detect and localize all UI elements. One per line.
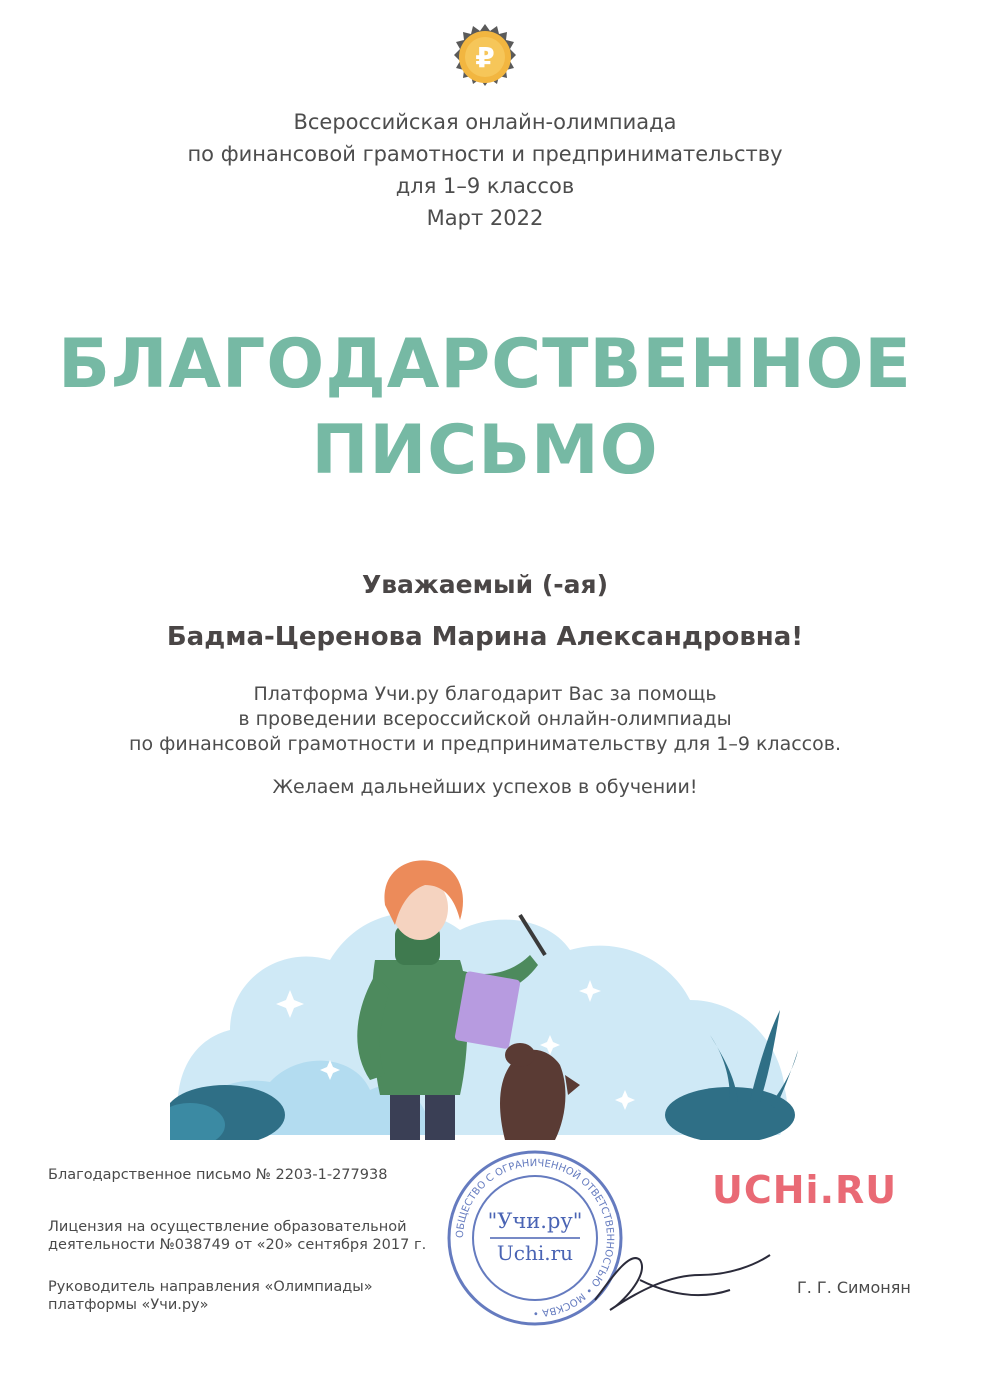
header-date: Март 2022 (426, 206, 544, 230)
body-text (0, 682, 970, 757)
stamp-center-bottom: Uchi.ru (496, 1241, 574, 1265)
body-line: в проведении всероссийской онлайн-олимпиады (238, 708, 732, 730)
document-title (0, 322, 970, 494)
position-line: Руководитель направления «Олимпиады» (48, 1279, 373, 1295)
signer-name: Г. Г. Симонян (797, 1278, 911, 1297)
title-line: БЛАГОДАРСТВЕННОЕ (58, 325, 912, 404)
olympiad-header (0, 106, 970, 234)
header-line: по финансовой грамотности и предпринимательству (187, 142, 783, 166)
header-line: Всероссийская онлайн-олимпиада (293, 110, 677, 134)
greeting: Уважаемый (-ая) (361, 570, 609, 599)
svg-text:₽: ₽ (475, 41, 495, 74)
brand-logo: UCHi.RU (712, 1168, 898, 1212)
ruble-coin-icon (452, 22, 518, 88)
teacher-with-dog-illustration (170, 850, 800, 1140)
body-line: по финансовой грамотности и предпринимательству для 1–9 классов. (129, 733, 841, 755)
body-line: Платформа Учи.ру благодарит Вас за помощь (253, 683, 717, 705)
license-line: Лицензия на осуществление образовательной (48, 1219, 407, 1235)
signer-position (48, 1278, 373, 1314)
license-info (48, 1218, 426, 1254)
license-line: деятельности №038749 от «20» сентября 2017 г. (48, 1237, 427, 1253)
signature (580, 1220, 780, 1320)
position-line: платформы «Учи.ру» (48, 1297, 209, 1313)
wish-text: Желаем дальнейших успехов в обучении! (272, 776, 698, 798)
header-line: для 1–9 классов (395, 174, 575, 198)
stamp-center-top: "Учи.ру" (487, 1209, 583, 1233)
letter-number: Благодарственное письмо № 2203-1-277938 (48, 1167, 388, 1183)
stamp-ring-text: ОБЩЕСТВО С ОГРАНИЧЕННОЙ ОТВЕТСТВЕННОСТЬЮ • МОСКВА • (454, 1157, 616, 1319)
recipient-name: Бадма-Церенова Марина Александровна! (166, 622, 804, 652)
title-line: ПИСЬМО (311, 411, 659, 490)
